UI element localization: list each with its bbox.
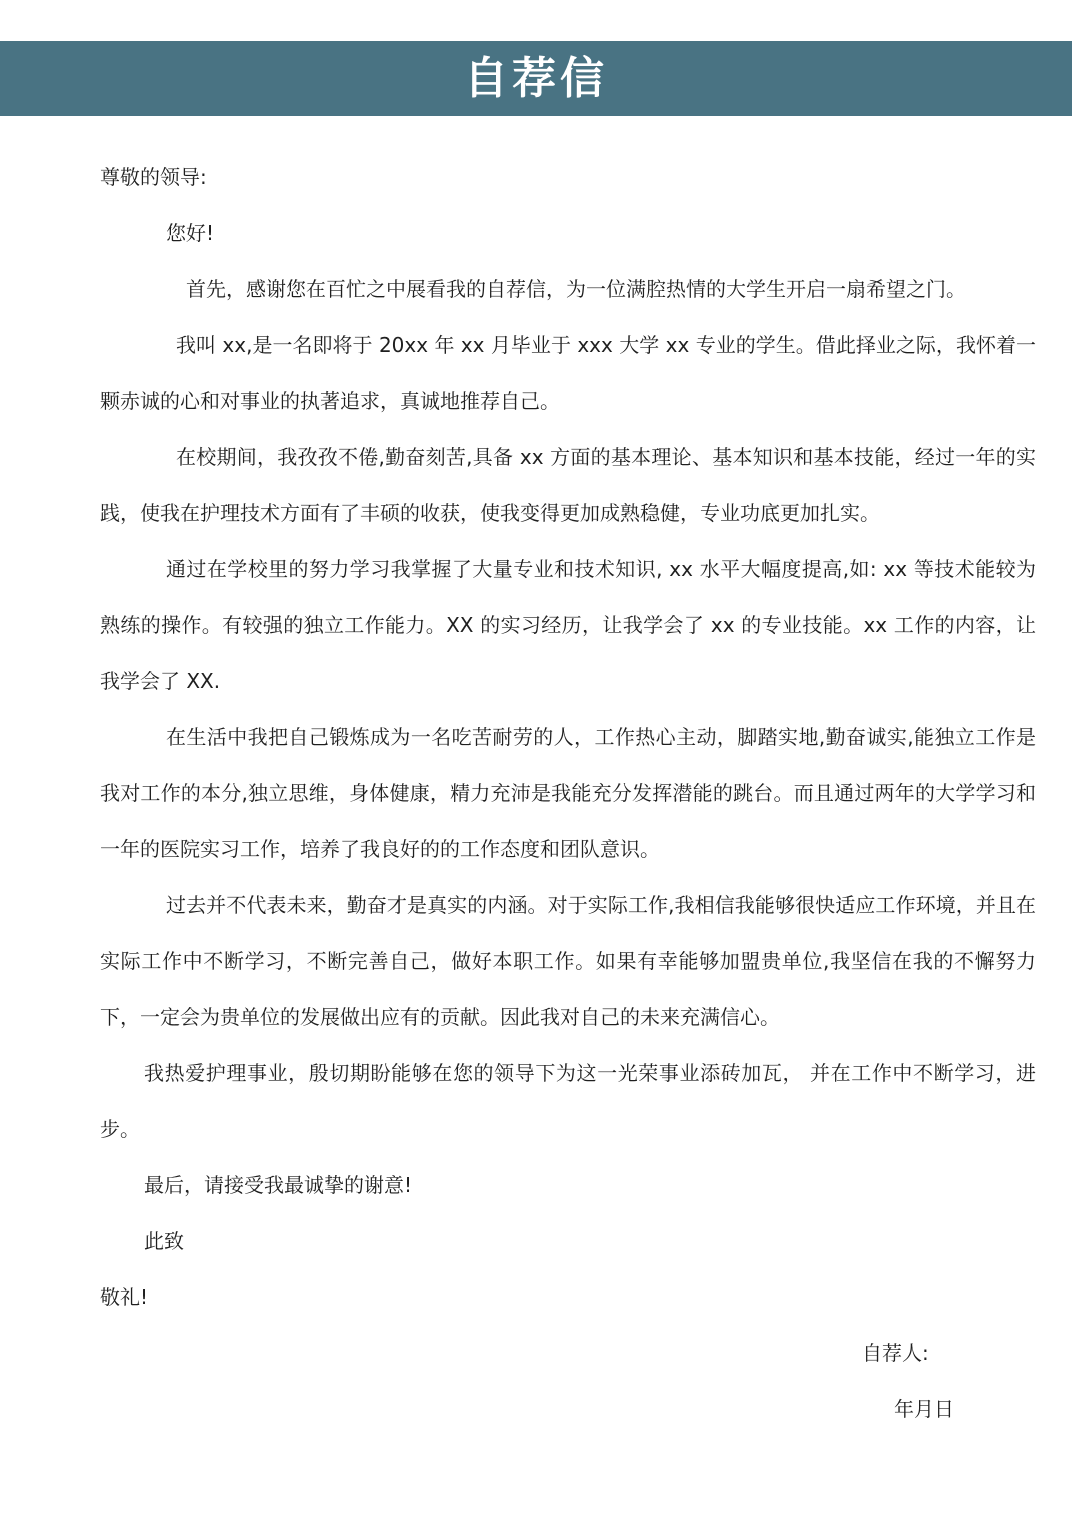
paragraph-thanks-final: 最后，请接受我最诚挚的谢意! bbox=[144, 1173, 413, 1197]
salutation: 尊敬的领导: bbox=[100, 165, 207, 189]
paragraph-career: 我热爱护理事业，殷切期盼能够在您的领导下为这一光荣事业添砖加瓦， 并在工作中不断学习，进步。 bbox=[100, 1061, 1036, 1141]
letter-body bbox=[100, 149, 1036, 1325]
paragraph-intro: 我叫 xx,是一名即将于 20xx 年 xx 月毕业于 xxx 大学 xx 专业的学生。借此择业之际，我怀着一颗赤诚的心和对事业的执著追求，真诚地推荐自己。 bbox=[100, 333, 1036, 413]
document-title: 自荐信 bbox=[464, 52, 608, 104]
paragraph-school: 在校期间，我孜孜不倦,勤奋刻苦,具备 xx 方面的基本理论、基本知识和基本技能，经过一年的实践，使我在护理技术方面有了丰硕的收获，使我变得更加成熟稳健，专业功底更加扎实。 bbox=[100, 445, 1036, 525]
paragraph-thanks: 首先，感谢您在百忙之中展看我的自荐信，为一位满腔热情的大学生开启一扇希望之门。 bbox=[186, 277, 966, 301]
paragraph-future: 过去并不代表未来，勤奋才是真实的内涵。对于实际工作,我相信我能够很快适应工作环境，并且在实际工作中不断学习，不断完善自己，做好本职工作。如果有幸能够加盟贵单位,我坚信在我的不懈努力下，一定会为贵单位的发展做出应有的贡献。因此我对自己的未来充满信心。 bbox=[100, 893, 1036, 1029]
regards: 敬礼! bbox=[100, 1285, 149, 1309]
closing: 此致 bbox=[144, 1229, 184, 1253]
signer-label: 自荐人: bbox=[862, 1341, 929, 1365]
paragraph-skills: 通过在学校里的努力学习我掌握了大量专业和技术知识, xx 水平大幅度提高,如: xx 等技术能较为熟练的操作。有较强的独立工作能力。XX 的实习经历，让我学会了 xx 的专业技能。xx 工作的内容，让我学会了 XX. bbox=[100, 557, 1036, 693]
date-label: 年月日 bbox=[894, 1397, 954, 1421]
paragraph-life: 在生活中我把自己锻炼成为一名吃苦耐劳的人，工作热心主动，脚踏实地,勤奋诚实,能独立工作是我对工作的本分,独立思维，身体健康，精力充沛是我能充分发挥潜能的跳台。而且通过两年的大学学习和一年的医院实习工作，培养了我良好的的工作态度和团队意识。 bbox=[100, 725, 1036, 861]
greeting: 您好! bbox=[166, 221, 215, 245]
title-band bbox=[0, 41, 1072, 116]
